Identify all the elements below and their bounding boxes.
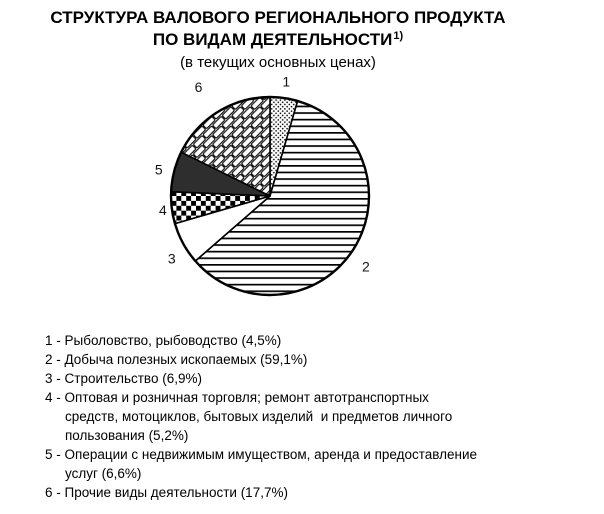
legend-item-2	[45, 350, 477, 369]
pie-slice-number-1: 1	[282, 73, 291, 90]
pie-slice-number-5: 5	[154, 161, 163, 178]
legend-item-line: 5 - Операции с недвижимым имуществом, аренда и предоставление	[45, 447, 478, 462]
legend-item-line: 1 - Рыболовство, рыбоводство (4,5%)	[45, 333, 282, 348]
legend-item-line: 3 - Строительство (6,9%)	[45, 371, 202, 386]
footnote-mark: 1)	[393, 30, 404, 42]
legend-item-3	[45, 369, 477, 388]
pie-slice-number-3: 3	[167, 250, 176, 267]
legend-item-4	[45, 388, 477, 445]
legend-item-6	[45, 483, 477, 502]
legend	[45, 331, 477, 502]
legend-item-line: пользования (5,2%)	[65, 428, 189, 443]
legend-item-line: 2 - Добыча полезных ископаемых (59,1%)	[45, 352, 308, 367]
pie-slice-number-6: 6	[194, 79, 203, 96]
chart-title-line-2-text: ПО ВИДАМ ДЕЯТЕЛЬНОСТИ	[152, 30, 393, 49]
chart-title-line-1: СТРУКТУРА ВАЛОВОГО РЕГИОНАЛЬНОГО ПРОДУКТА	[50, 8, 506, 27]
chart-subtitle: (в текущих основных ценах)	[180, 54, 376, 71]
legend-item-1	[45, 331, 477, 350]
legend-item-line: 6 - Прочие виды деятельности (17,7%)	[45, 485, 288, 500]
pie-slice-number-2: 2	[362, 258, 370, 275]
pie-slice-number-4: 4	[159, 201, 167, 218]
legend-item-line: средств, мотоциклов, бытовых изделий и предметов личного	[65, 409, 453, 424]
legend-item-line: 4 - Оптовая и розничная торговля; ремонт автотранспортных	[45, 390, 429, 405]
legend-item-5	[45, 445, 477, 483]
legend-item-line: услуг (6,6%)	[65, 466, 142, 481]
